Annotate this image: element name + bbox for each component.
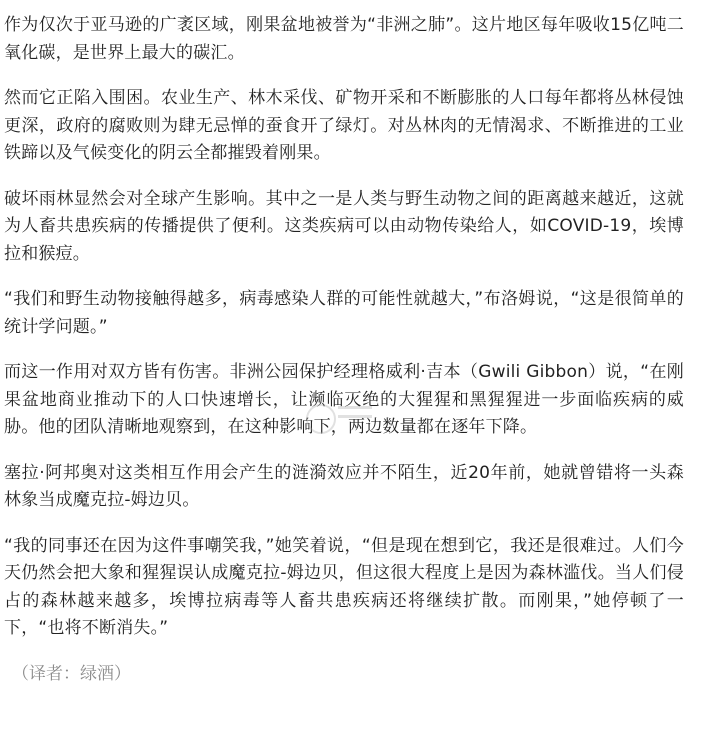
paragraph-1: 作为仅次于亚马逊的广袤区域，刚果盆地被誉为“非洲之肺”。这片地区每年吸收15亿吨二氧化碳，是世界上最大的碳汇。 (4, 15, 684, 63)
article-body (4, 12, 684, 688)
paragraph-3: 破坏雨林显然会对全球产生影响。其中之一是人类与野生动物之间的距离越来越近，这就为人畜共患疾病的传播提供了便利。这类疾病可以由动物传染给人，如COVID-19，埃博拉和猴痘。 (4, 188, 684, 264)
paragraph-2: 然而它正陷入围困。农业生产、林木采伐、矿物开采和不断膨胀的人口每年都将丛林侵蚀更深，政府的腐败则为肆无忌惮的蚕食开了绿灯。对丛林肉的无情渴求、不断推进的工业铁蹄以及气候变化的阴云全都摧毁着刚果。 (4, 88, 684, 163)
paragraph-6: 塞拉·阿邦奥对这类相互作用会产生的涟漪效应并不陌生，近20年前，她就曾错将一头森林象当成魔克拉-姆边贝。 (4, 462, 684, 510)
translator-credit: （译者：绿酒） (12, 663, 131, 684)
paragraph-5: 而这一作用对双方皆有伤害。非洲公园保护经理格威利·吉本（Gwili Gibbon）说，“在刚果盆地商业推动下的人口快速增长，让濒临灭绝的大猩猩和黑猩猩进一步面临疾病的威胁。他的团队清晰地观察到，在这种影响下，两边数量都在逐年下降。 (4, 362, 684, 437)
paragraph-7: “我的同事还在因为这件事嘲笑我，”她笑着说，“但是现在想到它，我还是很难过。人们今天仍然会把大象和猩猩误认成魔克拉-姆边贝，但这很大程度上是因为森林滥伐。当人们侵占的森林越来越多，埃博拉病毒等人畜共患疾病还将继续扩散。而刚果，”她停顿了一下，“也将不断消失。” (4, 535, 684, 638)
paragraph-4: “我们和野生动物接触得越多，病毒感染人群的可能性就越大，”布洛姆说，“这是很简单的统计学问题。” (4, 289, 684, 337)
